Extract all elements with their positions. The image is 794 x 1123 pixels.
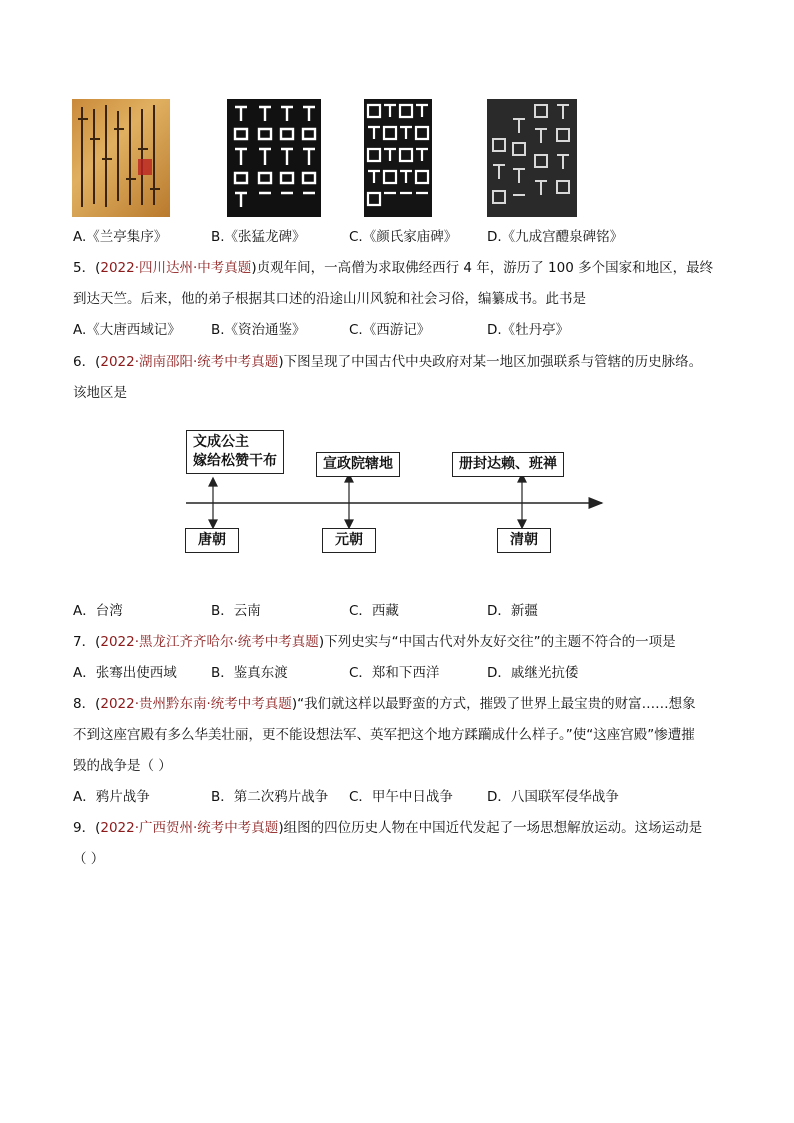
q7-source: 2022·黑龙江齐齐哈尔·统考中考真题 <box>100 634 319 650</box>
q5-line2: 到达天竺。后来，他的弟子根据其口述的沿途山川风貌和社会习俗，编纂成书。此书是 <box>73 291 586 307</box>
q5-option-c: C.《西游记》 <box>349 322 431 338</box>
jiuchenggong-strokes <box>487 99 577 217</box>
calligraphy-image-jiuchenggong <box>487 99 577 217</box>
lanting-strokes <box>72 99 170 217</box>
event-box-wencheng <box>186 430 284 474</box>
q4-option-c: C.《颜氏家庙碑》 <box>349 229 458 245</box>
q8-option-c: C．甲午中日战争 <box>349 789 453 805</box>
q9-source: 2022·广西贺州·统考中考真题 <box>100 820 279 836</box>
q9-text1: )组图的四位历史人物在中国近代发起了一场思想解放运动。这场运动是 <box>278 820 703 836</box>
event-wencheng-line1: 文成公主 <box>193 434 249 450</box>
q7-text1: )下列史实与“中国古代对外友好交往”的主题不符合的一项是 <box>318 634 676 650</box>
q5-option-a: A.《大唐西域记》 <box>73 322 181 338</box>
q5-number: 5．( <box>73 260 101 276</box>
q6-source: 2022·湖南邵阳·统考中考真题 <box>100 354 279 370</box>
q8-option-b: B．第二次鸦片战争 <box>211 789 329 805</box>
q9-number: 9．( <box>73 820 101 836</box>
calligraphy-image-zhangmenglong <box>227 99 321 217</box>
q6-line2: 该地区是 <box>73 385 127 401</box>
dynasty-box-qing: 清朝 <box>497 528 551 553</box>
q8-source: 2022·贵州黔东南·统考中考真题 <box>100 696 292 712</box>
q7-option-a: A．张骞出使西域 <box>73 665 177 681</box>
q8-line2: 不到这座宫殿有多么华美壮丽，更不能设想法军、英军把这个地方蹂躏成什么样子。”使“这座宫殿”惨遭摧 <box>73 727 695 743</box>
q4-option-d: D.《九成宫醴泉碑铭》 <box>487 229 624 245</box>
q5-source: 2022·四川达州·中考真题 <box>100 260 252 276</box>
q5-text1: )贞观年间，一高僧为求取佛经西行 4 年，游历了 100 多个国家和地区，最终 <box>251 260 714 276</box>
q7-option-d: D．戚继光抗倭 <box>487 665 579 681</box>
event-wencheng-line2: 嫁给松赞干布 <box>193 453 277 469</box>
q6-number: 6．( <box>73 354 101 370</box>
q8-option-d: D．八国联军侵华战争 <box>487 789 619 805</box>
q8-number: 8．( <box>73 696 101 712</box>
q7-number: 7．( <box>73 634 101 650</box>
q7-line1 <box>73 632 676 652</box>
yanshi-strokes <box>364 99 432 217</box>
calligraphy-image-yanshi <box>364 99 432 217</box>
calligraphy-image-lanting <box>72 99 170 217</box>
q4-option-b: B.《张猛龙碑》 <box>211 229 306 245</box>
q9-line1 <box>73 818 702 838</box>
q7-option-c: C．郑和下西洋 <box>349 665 440 681</box>
q6-line1 <box>73 352 702 372</box>
q5-option-b: B.《资治通鉴》 <box>211 322 306 338</box>
q6-option-a: A．台湾 <box>73 603 123 619</box>
zhangmenglong-strokes <box>227 99 321 217</box>
q7-option-b: B．鉴真东渡 <box>211 665 288 681</box>
q8-line3: 毁的战争是（ ） <box>73 758 172 774</box>
event-box-cefeng: 册封达赖、班禅 <box>452 452 564 477</box>
q5-option-d: D.《牡丹亭》 <box>487 322 570 338</box>
q4-option-a: A.《兰亭集序》 <box>73 229 168 245</box>
event-box-xuanzhengyuan: 宣政院辖地 <box>316 452 400 477</box>
q5-line1 <box>73 258 713 278</box>
q8-line1 <box>73 694 696 714</box>
q6-option-d: D．新疆 <box>487 603 538 619</box>
q6-option-c: C．西藏 <box>349 603 399 619</box>
dynasty-box-yuan: 元朝 <box>322 528 376 553</box>
dynasty-box-tang: 唐朝 <box>185 528 239 553</box>
q8-option-a: A．鸦片战争 <box>73 789 150 805</box>
q6-option-b: B．云南 <box>211 603 261 619</box>
q6-text1: )下图呈现了中国古代中央政府对某一地区加强联系与管辖的历史脉络。 <box>278 354 703 370</box>
q9-line2: （ ） <box>73 851 105 867</box>
q8-text1: )“我们就这样以最野蛮的方式，摧毁了世界上最宝贵的财富……想象 <box>291 696 696 712</box>
timeline-connectors <box>209 474 526 528</box>
